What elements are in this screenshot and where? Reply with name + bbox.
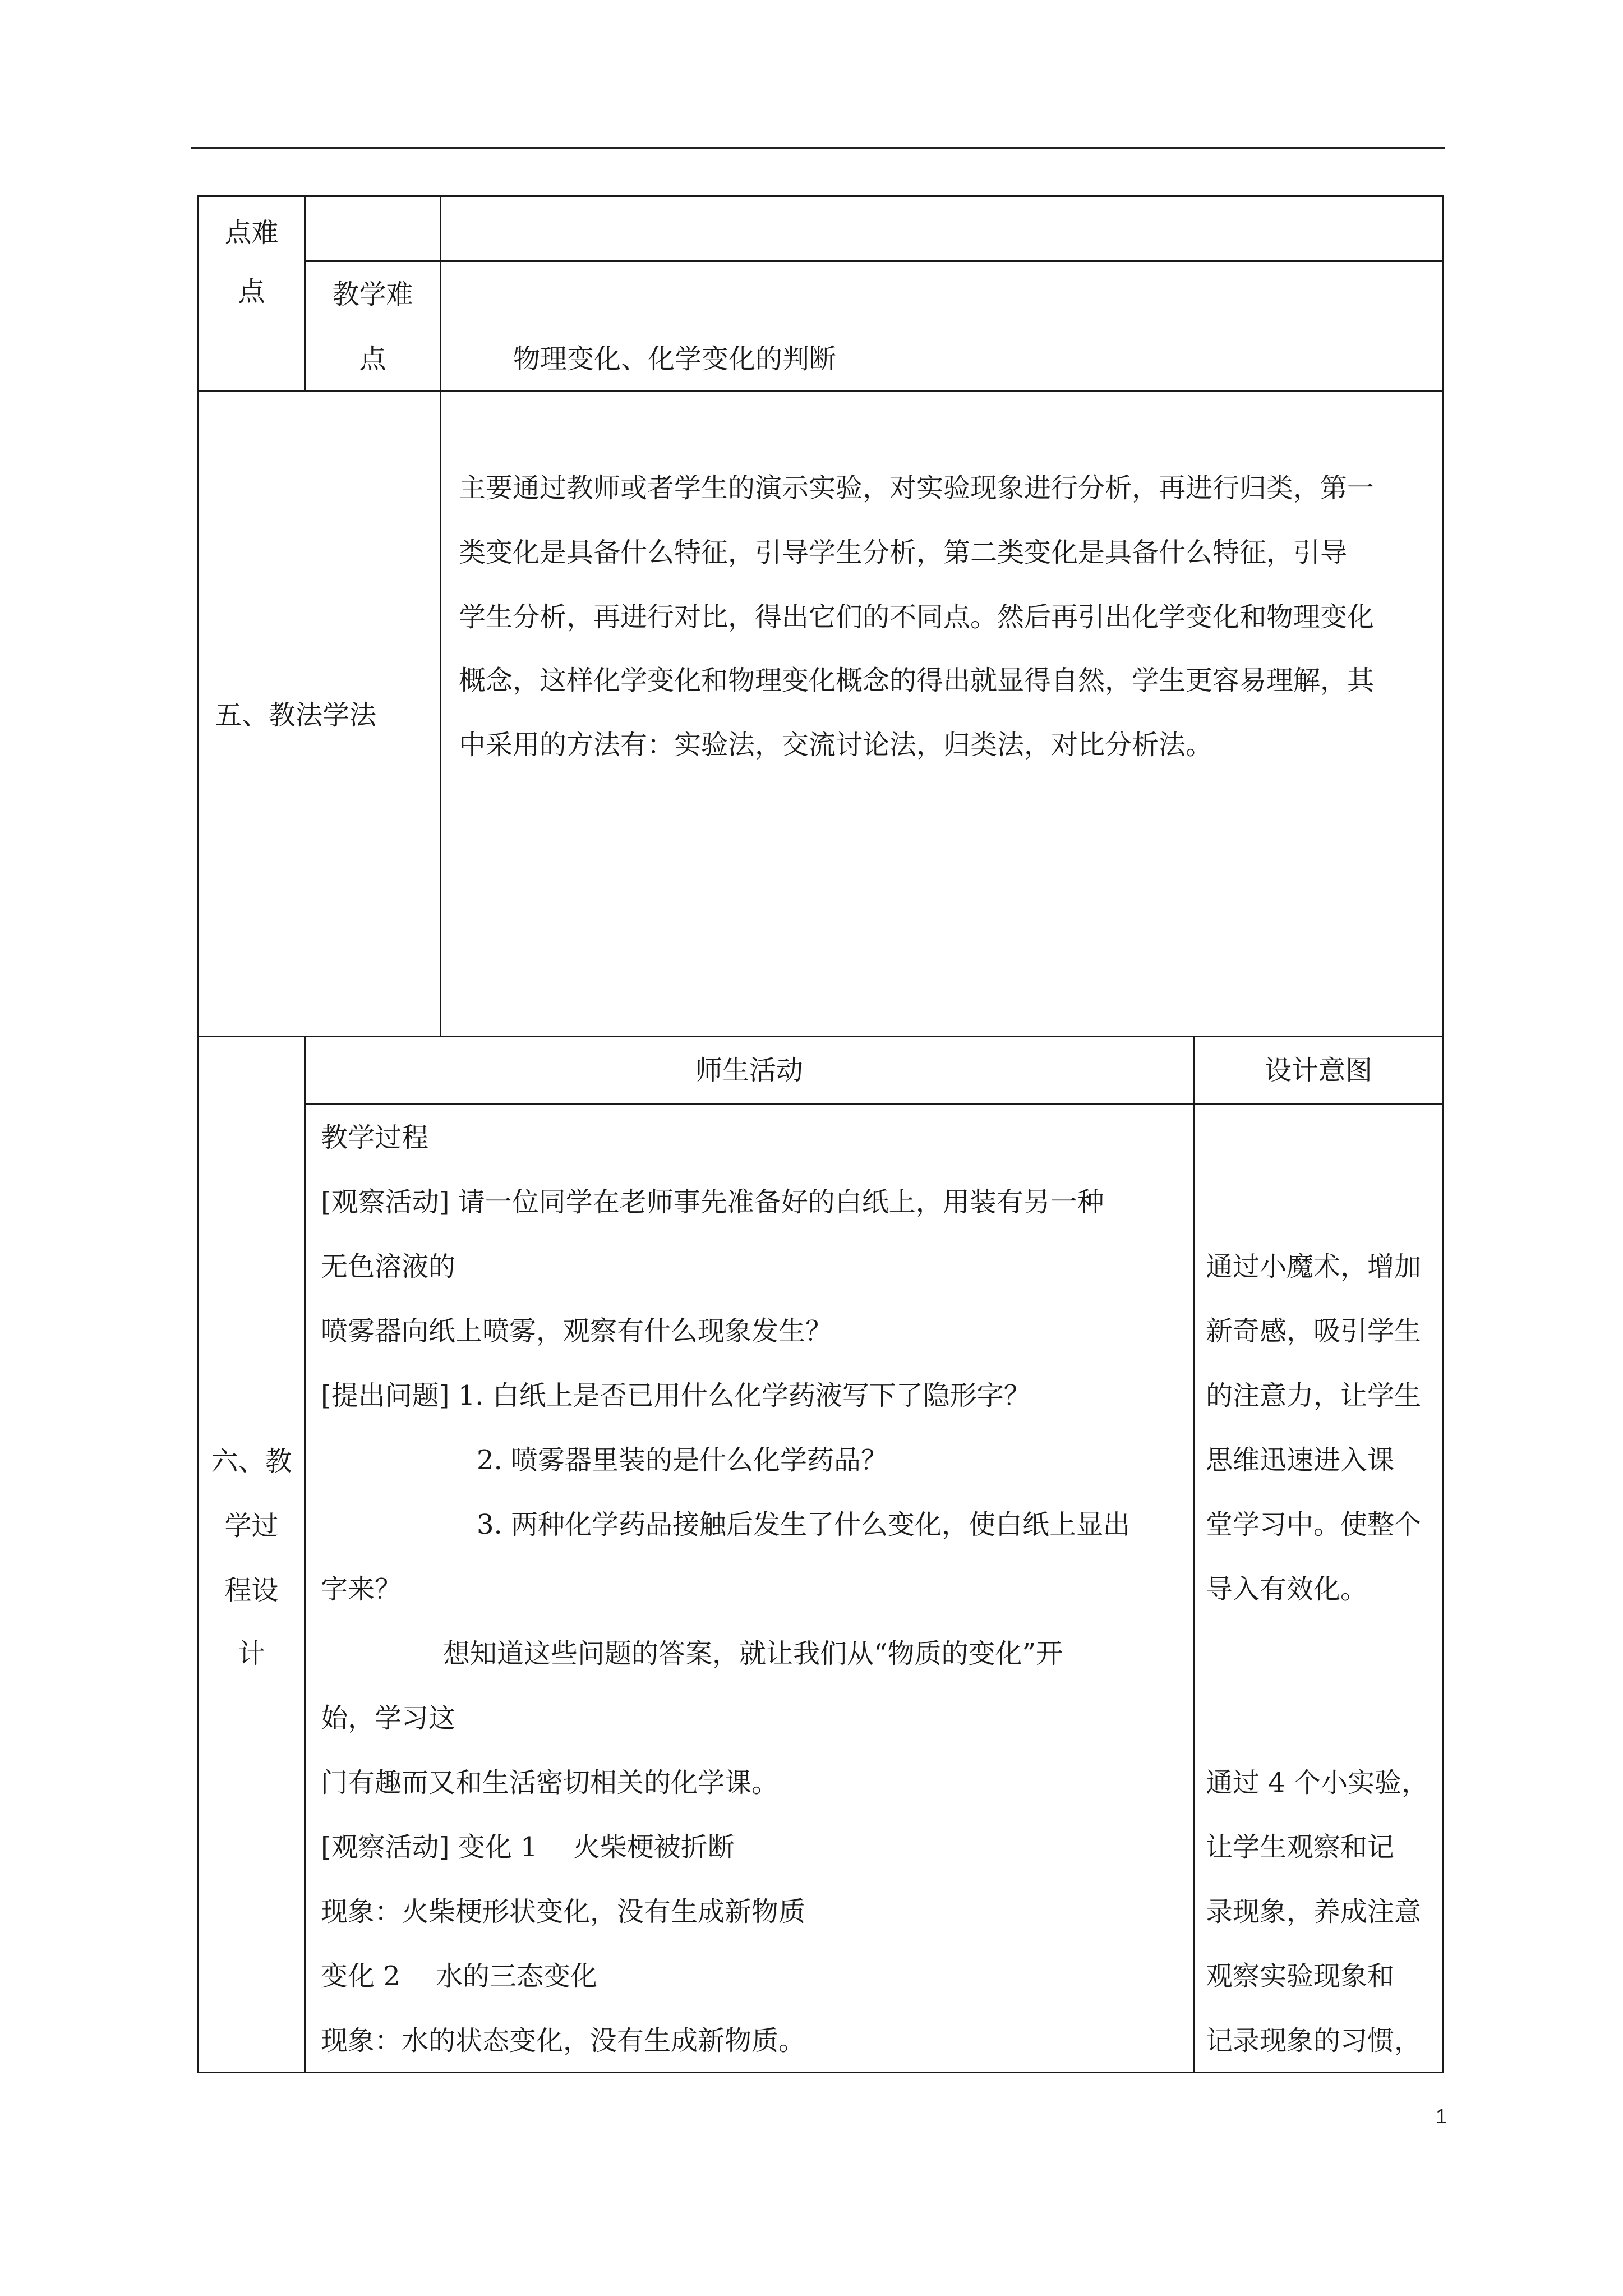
- activity-line-5: [提出问题] 1. 白纸上是否已用什么化学药液写下了隐形字？: [321, 1380, 1031, 1411]
- activity-line-9: 想知道这些问题的答案，就让我们从“物质的变化”开: [443, 1638, 1063, 1669]
- process-label-line-4: 计: [238, 1638, 265, 1669]
- intent-2-line-1: 通过 4 个小实验，: [1206, 1767, 1429, 1798]
- activity-line-14: 变化 2 水的三态变化: [321, 1961, 598, 1992]
- activity-line-2: [观察活动] 请一位同学在老师事先准备好的白纸上，用装有另一种: [321, 1186, 1104, 1218]
- process-label-line-3: 程设: [224, 1575, 279, 1606]
- activity-line-15: 现象：水的状态变化，没有生成新物质。: [321, 2025, 806, 2056]
- activity-line-8: 字来？: [321, 1573, 402, 1605]
- difficulty-top-content-cell: [440, 195, 1444, 262]
- activity-line-11: 门有趣而又和生活密切相关的化学课。: [321, 1767, 779, 1798]
- activity-header: 师生活动: [695, 1055, 803, 1086]
- activity-line-6: 2. 喷雾器里装的是什么化学药品？: [477, 1444, 888, 1476]
- difficulty-label-line-1: 点难: [224, 217, 279, 249]
- activity-line-10: 始，学习这: [321, 1703, 456, 1734]
- process-label-line-1: 六、教: [211, 1446, 292, 1477]
- intent-2-line-2: 让学生观察和记: [1206, 1832, 1395, 1863]
- intent-1-line-2: 新奇感，吸引学生: [1206, 1315, 1422, 1347]
- intent-1-line-1: 通过小魔术，增加: [1206, 1251, 1422, 1282]
- activity-line-12: [观察活动] 变化 1 火柴梗被折断: [321, 1832, 735, 1863]
- activity-line-13: 现象：火柴梗形状变化，没有生成新物质: [321, 1896, 806, 1927]
- activity-line-1: 教学过程: [321, 1122, 429, 1153]
- methods-line-4: 概念，这样化学变化和物理变化概念的得出就显得自然，学生更容易理解，其: [459, 665, 1375, 696]
- intent-1-line-5: 堂学习中。使整个: [1206, 1509, 1422, 1540]
- methods-line-3: 学生分析，再进行对比，得出它们的不同点。然后再引出化学变化和物理变化: [459, 601, 1375, 633]
- difficulty-sub-label-line-1: 教学难: [332, 279, 413, 310]
- intent-2-line-5: 记录现象的习惯，: [1206, 2025, 1422, 2056]
- activity-line-7: 3. 两种化学药品接触后发生了什么变化，使白纸上显出: [477, 1509, 1131, 1540]
- process-label-cell: [197, 1036, 306, 2073]
- intent-1-line-6: 导入有效化。: [1206, 1573, 1368, 1605]
- intent-2-line-4: 观察实验现象和: [1206, 1961, 1395, 1992]
- intent-2-line-3: 录现象，养成注意: [1206, 1896, 1422, 1927]
- methods-label: 五、教法学法: [215, 700, 377, 731]
- page-number: 1: [1435, 2105, 1447, 2128]
- difficulty-sub-label-line-2: 点: [359, 343, 386, 375]
- intent-1-line-3: 的注意力，让学生: [1206, 1380, 1422, 1411]
- difficulty-content-text: 物理变化、化学变化的判断: [513, 343, 837, 375]
- methods-line-5: 中采用的方法有：实验法，交流讨论法，归类法，对比分析法。: [459, 729, 1213, 761]
- activity-line-3: 无色溶液的: [321, 1251, 456, 1282]
- methods-line-2: 类变化是具备什么特征，引导学生分析，第二类变化是具备什么特征，引导: [459, 537, 1348, 568]
- intent-header: 设计意图: [1264, 1055, 1372, 1086]
- difficulty-top-empty-cell: [304, 195, 441, 262]
- process-label-line-2: 学过: [224, 1510, 279, 1542]
- activity-line-4: 喷雾器向纸上喷雾，观察有什么现象发生？: [321, 1315, 833, 1347]
- header-rule: [191, 147, 1445, 149]
- difficulty-label-line-2: 点: [238, 276, 265, 307]
- methods-line-1: 主要通过教师或者学生的演示实验，对实验现象进行分析，再进行归类，第一: [459, 472, 1375, 504]
- intent-1-line-4: 思维迅速进入课: [1206, 1444, 1395, 1476]
